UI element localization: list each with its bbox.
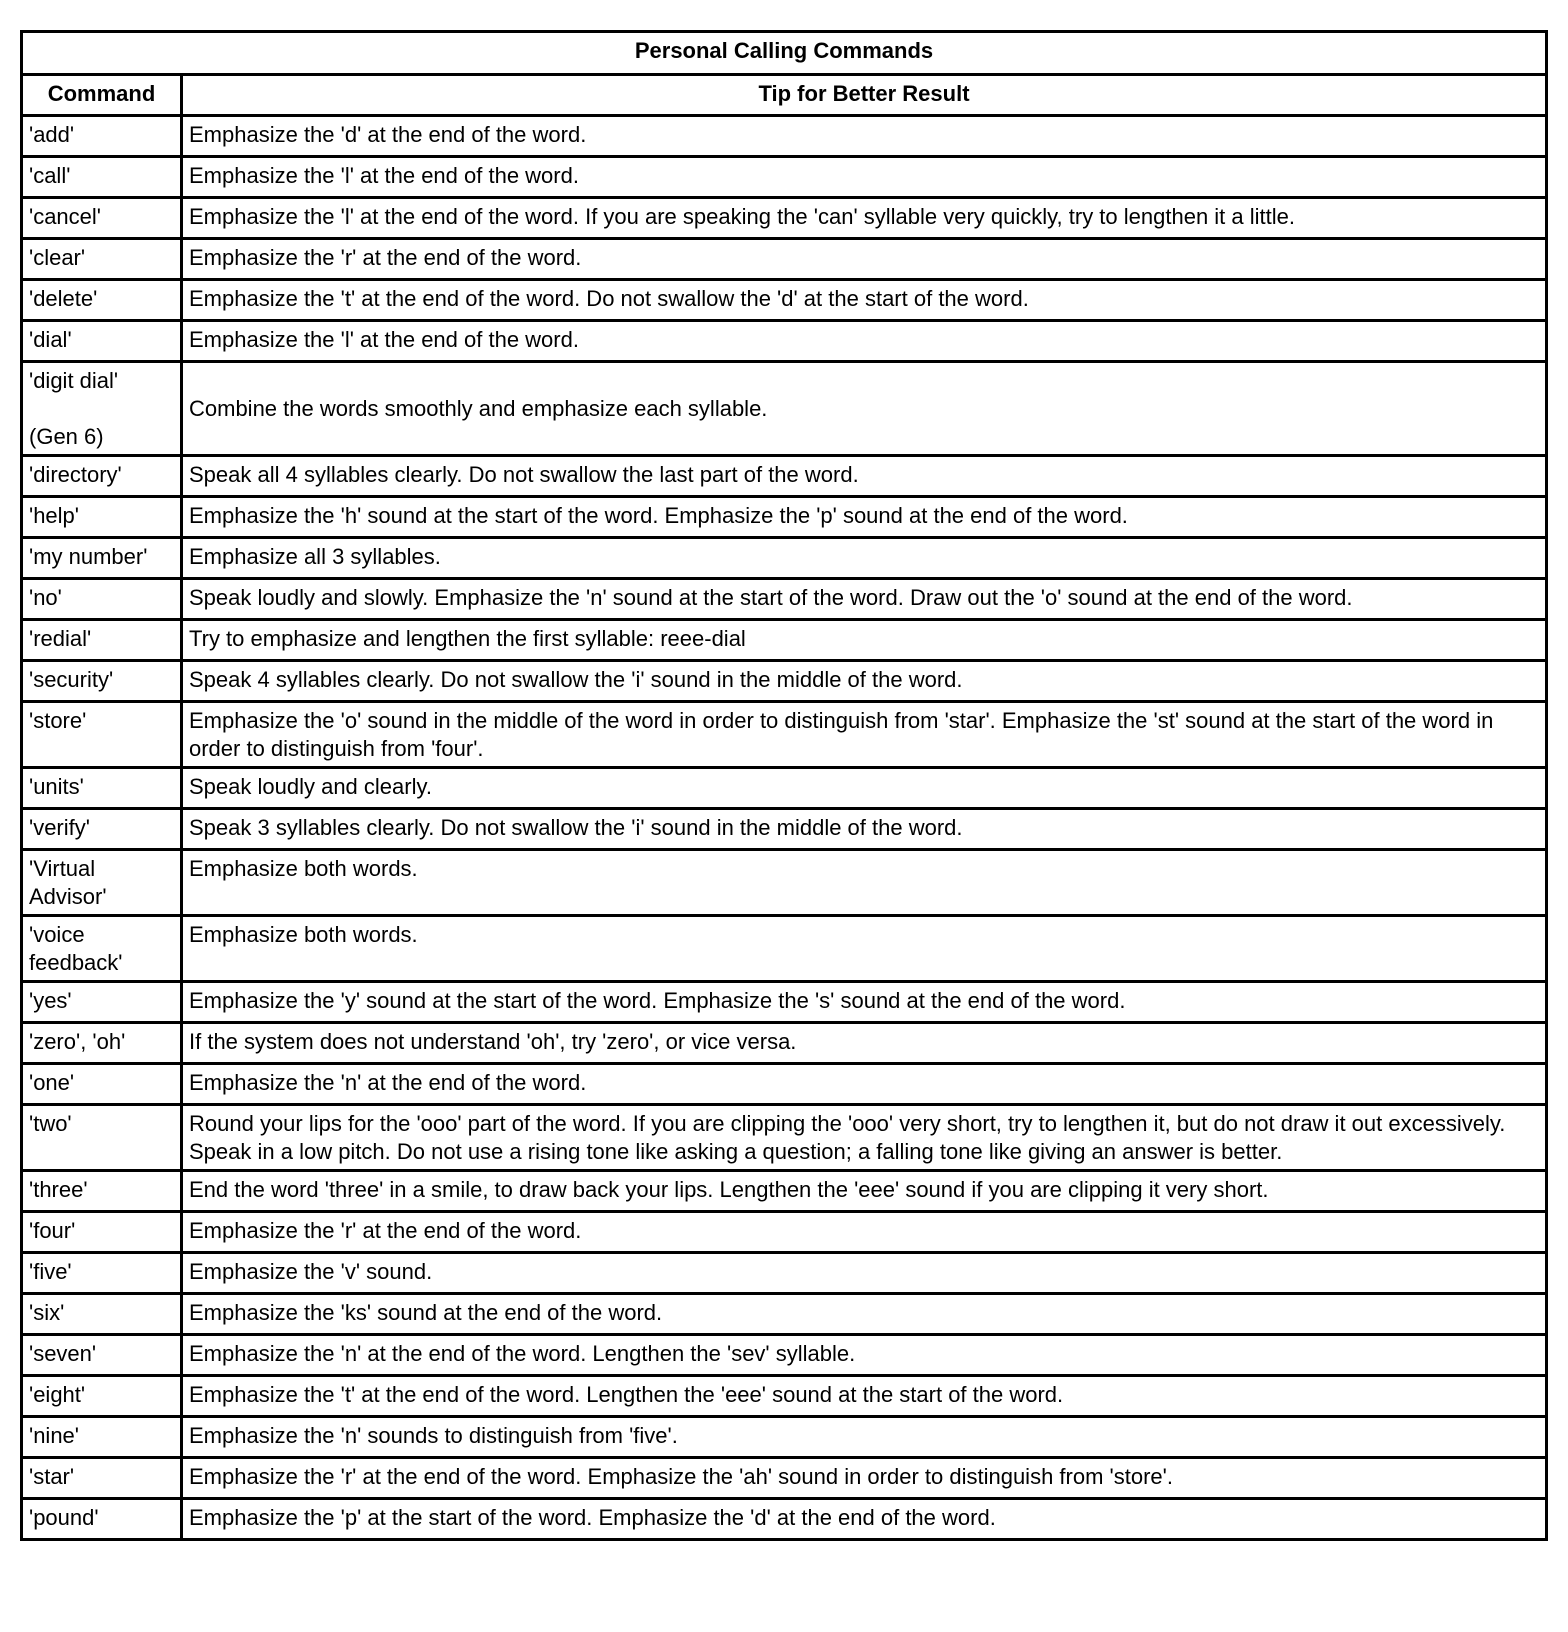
column-header-tip: Tip for Better Result (182, 75, 1547, 116)
command-cell: 'star' (22, 1458, 182, 1499)
command-cell: 'four' (22, 1212, 182, 1253)
table-row (22, 1171, 1547, 1212)
command-cell: 'store' (22, 702, 182, 768)
tip-cell: Speak 3 syllables clearly. Do not swallow the 'i' sound in the middle of the word. (182, 809, 1547, 850)
table-title-row (22, 32, 1547, 75)
command-cell: 'cancel' (22, 198, 182, 239)
tip-cell: Emphasize the 'v' sound. (182, 1253, 1547, 1294)
command-cell: 'three' (22, 1171, 182, 1212)
tip-cell: End the word 'three' in a smile, to draw back your lips. Lengthen the 'eee' sound if you are clipping it very short. (182, 1171, 1547, 1212)
command-cell: 'six' (22, 1294, 182, 1335)
command-cell: 'verify' (22, 809, 182, 850)
tip-cell: Emphasize both words. (182, 916, 1547, 982)
table-row (22, 1458, 1547, 1499)
table-row (22, 1294, 1547, 1335)
tip-cell: Emphasize the 't' at the end of the word. Do not swallow the 'd' at the start of the word. (182, 280, 1547, 321)
table-row (22, 809, 1547, 850)
command-cell: 'redial' (22, 620, 182, 661)
command-cell: 'Virtual Advisor' (22, 850, 182, 916)
table-row (22, 280, 1547, 321)
table-row (22, 661, 1547, 702)
tip-cell: Emphasize the 'l' at the end of the word. (182, 157, 1547, 198)
command-cell: 'help' (22, 497, 182, 538)
command-cell: 'security' (22, 661, 182, 702)
tip-cell: Emphasize all 3 syllables. (182, 538, 1547, 579)
table-row (22, 982, 1547, 1023)
table-row (22, 620, 1547, 661)
table-row (22, 198, 1547, 239)
tip-cell: Round your lips for the 'ooo' part of the word. If you are clipping the 'ooo' very short, try to lengthen it, but do not draw it out excessively. Speak in a low pitch. Do not use a rising tone like asking a question; a falling tone like giving an answer is better. (182, 1105, 1547, 1171)
table-row (22, 850, 1547, 916)
table-row (22, 116, 1547, 157)
table-row (22, 538, 1547, 579)
tip-cell: Speak all 4 syllables clearly. Do not swallow the last part of the word. (182, 456, 1547, 497)
tip-cell: Emphasize the 'r' at the end of the word. (182, 239, 1547, 280)
tip-cell: Emphasize the 'l' at the end of the word. (182, 321, 1547, 362)
command-cell: 'seven' (22, 1335, 182, 1376)
tip-cell: If the system does not understand 'oh', try 'zero', or vice versa. (182, 1023, 1547, 1064)
commands-table (20, 30, 1548, 1541)
table-row (22, 768, 1547, 809)
command-cell: 'my number' (22, 538, 182, 579)
tip-cell: Emphasize the 'd' at the end of the word. (182, 116, 1547, 157)
command-cell: 'call' (22, 157, 182, 198)
table-row (22, 239, 1547, 280)
table-row (22, 1253, 1547, 1294)
table-row (22, 916, 1547, 982)
column-header-command: Command (22, 75, 182, 116)
tip-cell: Try to emphasize and lengthen the first syllable: reee-dial (182, 620, 1547, 661)
table-row (22, 1064, 1547, 1105)
table-row (22, 1105, 1547, 1171)
tip-cell: Emphasize the 'r' at the end of the word. Emphasize the 'ah' sound in order to distinguish from 'store'. (182, 1458, 1547, 1499)
command-cell: 'five' (22, 1253, 182, 1294)
command-cell: 'clear' (22, 239, 182, 280)
tip-cell: Emphasize both words. (182, 850, 1547, 916)
tip-cell: Emphasize the 'h' sound at the start of the word. Emphasize the 'p' sound at the end of the word. (182, 497, 1547, 538)
tip-cell: Emphasize the 'p' at the start of the word. Emphasize the 'd' at the end of the word. (182, 1499, 1547, 1540)
tip-cell: Combine the words smoothly and emphasize each syllable. (182, 362, 1547, 456)
command-cell: 'zero', 'oh' (22, 1023, 182, 1064)
command-cell: 'units' (22, 768, 182, 809)
table-row (22, 579, 1547, 620)
tip-cell: Emphasize the 't' at the end of the word. Lengthen the 'eee' sound at the start of the word. (182, 1376, 1547, 1417)
command-cell: 'delete' (22, 280, 182, 321)
command-cell: 'dial' (22, 321, 182, 362)
tip-cell: Speak 4 syllables clearly. Do not swallow the 'i' sound in the middle of the word. (182, 661, 1547, 702)
tip-cell: Speak loudly and slowly. Emphasize the 'n' sound at the start of the word. Draw out the 'o' sound at the end of the word. (182, 579, 1547, 620)
tip-cell: Emphasize the 'y' sound at the start of the word. Emphasize the 's' sound at the end of the word. (182, 982, 1547, 1023)
tip-cell: Emphasize the 'ks' sound at the end of the word. (182, 1294, 1547, 1335)
tip-cell: Emphasize the 'n' at the end of the word. (182, 1064, 1547, 1105)
command-cell: 'pound' (22, 1499, 182, 1540)
tip-cell: Emphasize the 'o' sound in the middle of the word in order to distinguish from 'star'. Emphasize the 'st' sound at the start of the word in order to distinguish from 'four'. (182, 702, 1547, 768)
command-cell: 'eight' (22, 1376, 182, 1417)
command-cell: 'voice feedback' (22, 916, 182, 982)
table-row (22, 456, 1547, 497)
command-cell: 'no' (22, 579, 182, 620)
table-row (22, 362, 1547, 456)
tip-cell: Speak loudly and clearly. (182, 768, 1547, 809)
table-row (22, 702, 1547, 768)
command-cell: 'yes' (22, 982, 182, 1023)
table-body (22, 116, 1547, 1540)
table-row (22, 497, 1547, 538)
tip-cell: Emphasize the 'r' at the end of the word. (182, 1212, 1547, 1253)
table-row (22, 157, 1547, 198)
command-cell: 'directory' (22, 456, 182, 497)
command-cell: 'one' (22, 1064, 182, 1105)
tip-cell: Emphasize the 'l' at the end of the word. If you are speaking the 'can' syllable very quickly, try to lengthen it a little. (182, 198, 1547, 239)
table-row (22, 321, 1547, 362)
table-row (22, 1499, 1547, 1540)
table-row (22, 1023, 1547, 1064)
tip-cell: Emphasize the 'n' sounds to distinguish from 'five'. (182, 1417, 1547, 1458)
table-row (22, 1376, 1547, 1417)
command-cell: 'digit dial' (Gen 6) (22, 362, 182, 456)
table-row (22, 1335, 1547, 1376)
table-title: Personal Calling Commands (22, 32, 1547, 75)
tip-cell: Emphasize the 'n' at the end of the word. Lengthen the 'sev' syllable. (182, 1335, 1547, 1376)
table-row (22, 1417, 1547, 1458)
table-header-row (22, 75, 1547, 116)
command-cell: 'two' (22, 1105, 182, 1171)
command-cell: 'nine' (22, 1417, 182, 1458)
command-cell: 'add' (22, 116, 182, 157)
table-row (22, 1212, 1547, 1253)
